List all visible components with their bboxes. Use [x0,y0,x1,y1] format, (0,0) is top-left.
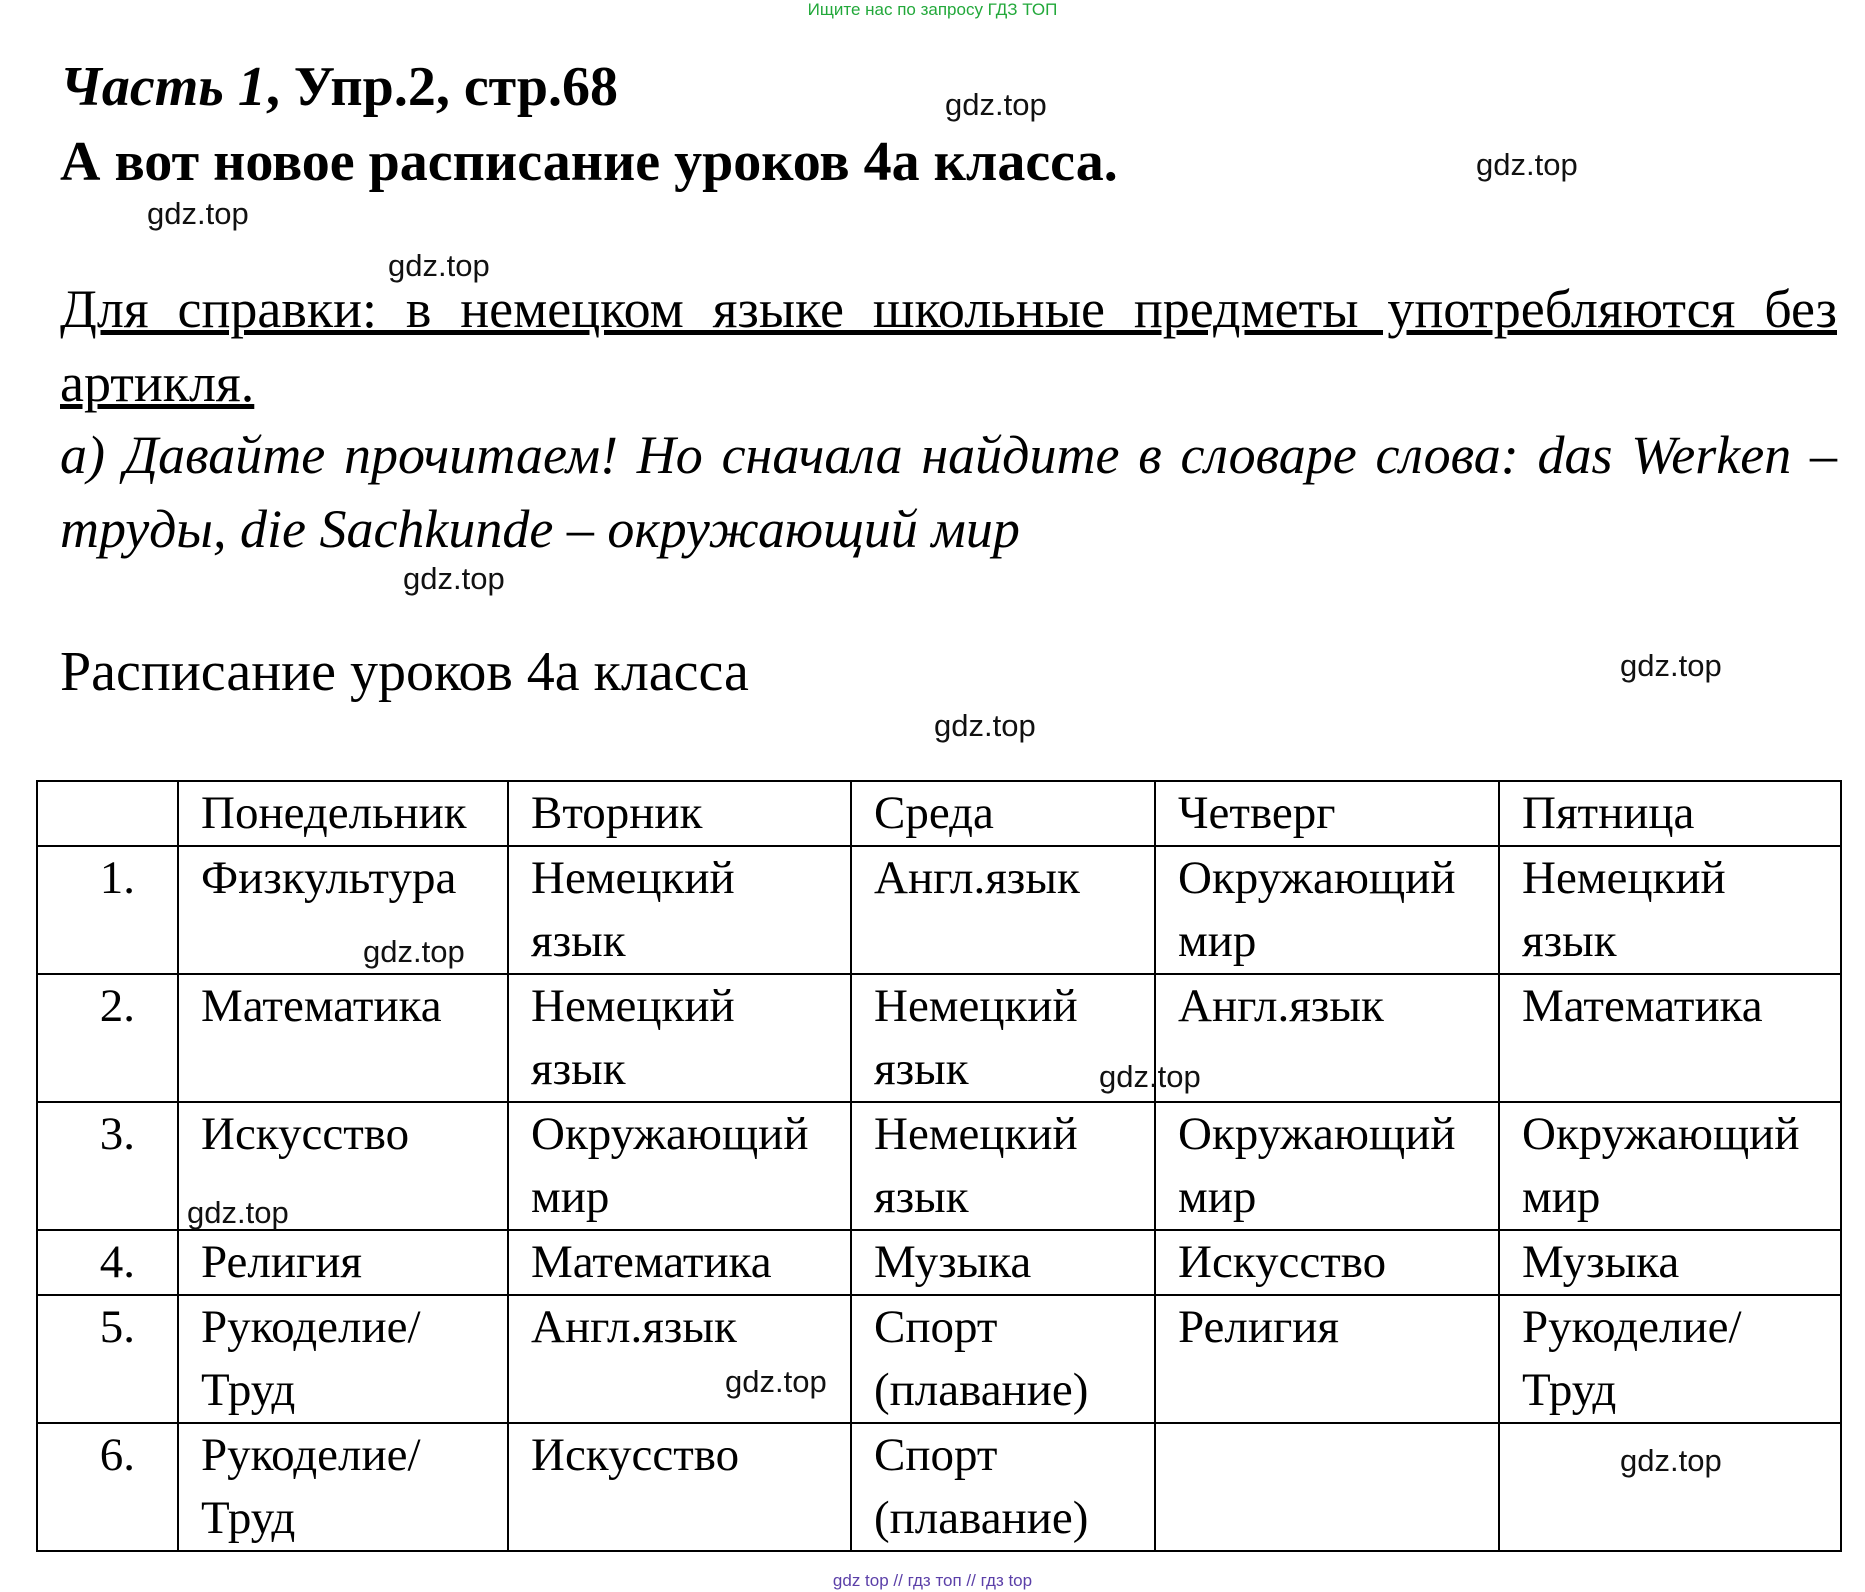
table-cell: Искусство [1155,1230,1499,1295]
top-banner: Ищите нас по запросу ГДЗ ТОП [807,0,1058,19]
table-cell: Немецкий язык [851,1102,1155,1230]
watermark: gdz.top [147,196,249,231]
table-cell: Спорт (плавание) [851,1295,1155,1423]
exercise-heading: А вот новое расписание уроков 4а класса. [60,131,1118,193]
table-cell: Окружающий мир [1155,846,1499,974]
footer-watermark: gdz top // гдз топ // гдз top [832,1571,1033,1590]
table-row [37,1230,1841,1295]
table-cell: Немецкий язык [1499,846,1841,974]
table-cell: Религия [178,1230,508,1295]
header-cell [37,781,178,846]
table-cell: Англ.язык [508,1295,851,1423]
table-cell: Рукоделие/ Труд [178,1295,508,1423]
table-cell: Математика [178,974,508,1102]
table-cell: Окружающий мир [1155,1102,1499,1230]
table-row [37,1423,1841,1551]
schedule-title: Расписание уроков 4а класса [60,641,749,703]
lesson-number: 1. [37,846,178,974]
header-cell: Пятница [1499,781,1841,846]
header-cell: Среда [851,781,1155,846]
table-row [37,1102,1841,1230]
table-cell: Англ.язык [1155,974,1499,1102]
table-cell: Музыка [1499,1230,1841,1295]
watermark: gdz.top [1476,147,1578,182]
table-cell: Спорт (плавание) [851,1423,1155,1551]
table-cell: Рукоделие/ Труд [178,1423,508,1551]
table-cell: Немецкий язык [508,974,851,1102]
reference-note: Для справки: в немецком языке школьные предметы употребляются без артикля. [60,279,1837,413]
header-cell: Вторник [508,781,851,846]
watermark: gdz.top [187,1195,289,1230]
table-cell [1155,1423,1499,1551]
watermark: gdz.top [363,934,465,969]
table-cell: Рукоделие/ Труд [1499,1295,1841,1423]
watermark: gdz.top [934,708,1036,743]
table-cell: Искусство [178,1102,508,1230]
table-cell: Немецкий язык [508,846,851,974]
table-row [37,846,1841,974]
watermark: gdz.top [403,561,505,596]
table-cell: Музыка [851,1230,1155,1295]
lesson-number: 6. [37,1423,178,1551]
table-cell: Математика [508,1230,851,1295]
watermark: gdz.top [1099,1059,1201,1094]
table-cell: Окружающий мир [508,1102,851,1230]
schedule-table [36,780,1842,1552]
table-cell: Математика [1499,974,1841,1102]
lesson-number: 3. [37,1102,178,1230]
exercise-ref: , Упр.2, стр.68 [265,56,619,118]
table-row [37,974,1841,1102]
table-header-row [37,781,1841,846]
table-cell: Физкультура [178,846,508,974]
lesson-number: 2. [37,974,178,1102]
table-cell: Окружающий мир [1499,1102,1841,1230]
table-cell: Искусство [508,1423,851,1551]
watermark: gdz.top [1620,1443,1722,1478]
watermark: gdz.top [945,87,1047,122]
exercise-title [60,55,618,119]
task-a: а) Давайте прочитаем! Но сначала найдите в словаре слова: das Werken – труды, die Sachkunde – окружающий мир [60,425,1837,559]
lesson-number: 5. [37,1295,178,1423]
watermark: gdz.top [725,1364,827,1399]
watermark: gdz.top [1620,648,1722,683]
table-cell: Англ.язык [851,846,1155,974]
header-cell: Четверг [1155,781,1499,846]
header-cell: Понедельник [178,781,508,846]
lesson-number: 4. [37,1230,178,1295]
table-cell: Религия [1155,1295,1499,1423]
table-row [37,1295,1841,1423]
watermark: gdz.top [388,248,490,283]
part-label: Часть 1 [60,56,266,118]
table-cell: Немецкий язык [851,974,1155,1102]
